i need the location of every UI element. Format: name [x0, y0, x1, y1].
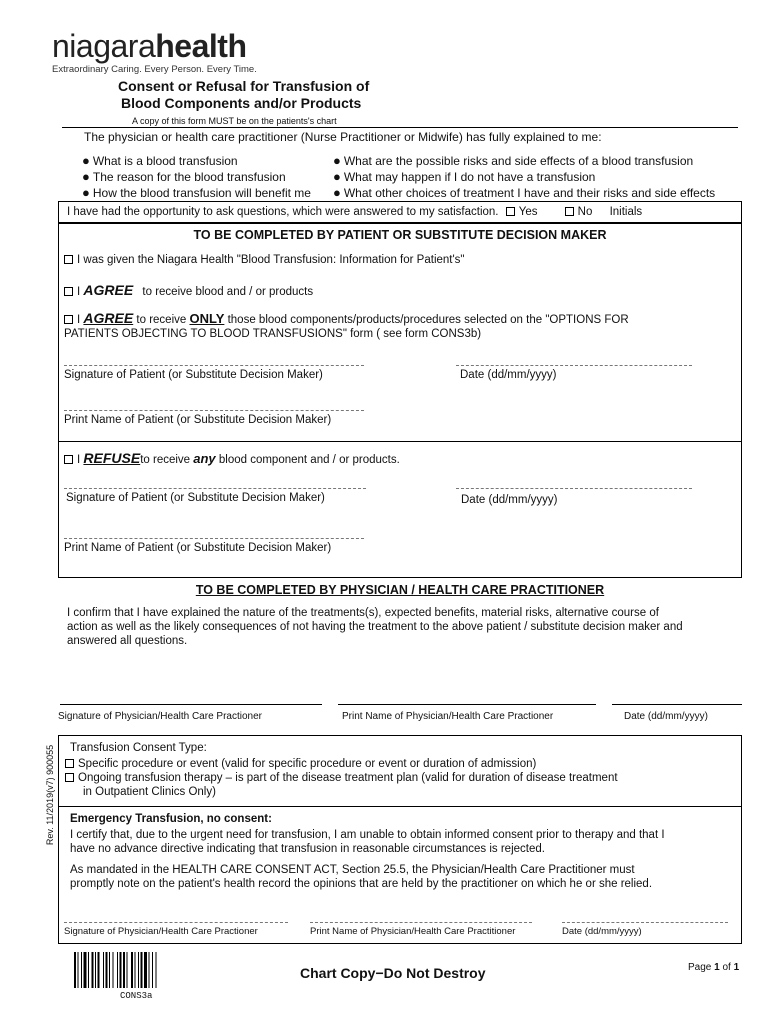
- tagline: Extraordinary Caring. Every Person. Every Time.: [52, 64, 257, 75]
- emergency-heading: Emergency Transfusion, no consent:: [70, 813, 272, 825]
- bullet-icon: ●: [82, 185, 90, 200]
- list-item: ● What other choices of treatment I have and their risks and side effects: [333, 185, 716, 200]
- practitioner-print-label: Print Name of Physician/Health Care Practioner: [342, 711, 554, 722]
- emergency-text: I certify that, due to the urgent need for transfusion, I am unable to obtain informed consent prior to therapy and that I have no advance directive indicating that transfusion in reasonable circumstances is rejected.: [70, 829, 665, 855]
- bullets-left: [82, 153, 311, 201]
- barcode-code: CONS3a: [120, 991, 153, 1001]
- list-item: ● What is a blood transfusion: [82, 153, 238, 168]
- agree-only-checkbox[interactable]: [64, 315, 73, 324]
- print-name-label: Print Name of Patient (or Substitute Decision Maker): [64, 542, 332, 554]
- divider: [58, 806, 742, 807]
- bullets-right: [333, 153, 715, 201]
- divider: [58, 441, 742, 442]
- niagara-health-logo: niagarahealth: [52, 28, 247, 64]
- intro-text: The physician or health care practitioner (Nurse Practitioner or Midwife) has fully explained to me:: [84, 130, 602, 144]
- date-label: Date (dd/mm/yyyy): [460, 369, 557, 381]
- emergency-mandate: As mandated in the HEALTH CARE CONSENT ACT, Section 25.5, the Physician/Health Care Practitioner must promptly note on the patient's health record the opinions that are held by the practitioner on which he or she relied.: [70, 864, 653, 890]
- questions-text: I have had the opportunity to ask questions, which were answered to my satisfaction. Yes No Initials: [67, 206, 643, 218]
- practitioner-signature-line[interactable]: [64, 922, 288, 923]
- copy-note: A copy of this form MUST be on the patients's chart: [132, 116, 337, 126]
- practitioner-print-line[interactable]: [338, 704, 596, 705]
- ongoing-therapy-checkbox[interactable]: [65, 773, 74, 782]
- print-name-label: Print Name of Patient (or Substitute Decision Maker): [64, 414, 332, 426]
- practitioner-confirmation: I confirm that I have explained the nature of the treatments(s), expected benefits, material risks, alternative course of action as well as the likely consequences of not having the treatment to the above patient / substitute decision maker and answered all questions.: [67, 607, 683, 647]
- date-line[interactable]: [456, 488, 692, 489]
- received-info: I was given the Niagara Health "Blood Transfusion: Information for Patient's": [64, 254, 465, 266]
- date-line[interactable]: [612, 704, 742, 705]
- date-line[interactable]: [456, 365, 692, 366]
- barcode: [74, 952, 198, 988]
- practitioner-signature-label: Signature of Physician/Health Care Practioner: [64, 926, 258, 937]
- date-line[interactable]: [562, 922, 728, 923]
- bullet-icon: ●: [333, 169, 341, 184]
- form-title: Consent or Refusal for Transfusion of Blood Components and/or Products: [118, 78, 370, 111]
- bullet-icon: ●: [333, 153, 341, 168]
- consent-type-heading: Transfusion Consent Type:: [70, 742, 207, 754]
- no-checkbox[interactable]: [565, 207, 574, 216]
- specific-procedure-checkbox[interactable]: [65, 759, 74, 768]
- patient-signature-line[interactable]: [64, 365, 364, 366]
- agree-option: I AGREE to receive blood and / or products: [64, 282, 313, 298]
- date-label: Date (dd/mm/yyyy): [461, 494, 558, 506]
- bullet-icon: ●: [82, 153, 90, 168]
- received-info-checkbox[interactable]: [64, 255, 73, 264]
- page-number: Page 1 of 1: [688, 962, 740, 973]
- refuse-option: I REFUSEto receive any blood component and / or products.: [64, 450, 400, 466]
- date-label: Date (dd/mm/yyyy): [562, 926, 642, 937]
- print-name-line[interactable]: [64, 410, 364, 411]
- revision-label: Rev. 11/2019(v7) 900055: [45, 744, 55, 846]
- list-item: ● What may happen if I do not have a transfusion: [333, 169, 596, 184]
- patient-section: [58, 223, 742, 578]
- agree-only-option: I AGREE to receive ONLY those blood components/products/procedures selected on the "OPTIONS FOR PATIENTS OBJECTING TO BLOOD TRANSFUSIONS" form ( see form CONS3b): [64, 310, 629, 340]
- refuse-checkbox[interactable]: [64, 455, 73, 464]
- patient-signature-label: Signature of Patient (or Substitute Decision Maker): [66, 492, 325, 504]
- list-item: ● What are the possible risks and side effects of a blood transfusion: [333, 153, 694, 168]
- practitioner-print-label: Print Name of Physician/Health Care Practitioner: [310, 926, 516, 937]
- chart-copy-label: Chart Copy−Do Not Destroy: [300, 965, 486, 981]
- patient-section-heading: TO BE COMPLETED BY PATIENT OR SUBSTITUTE DECISION MAKER: [193, 228, 607, 242]
- agree-checkbox[interactable]: [64, 287, 73, 296]
- bullet-icon: ●: [333, 185, 341, 200]
- print-name-line[interactable]: [64, 538, 364, 539]
- list-item: ● The reason for the blood transfusion: [82, 169, 286, 184]
- practitioner-section-heading: TO BE COMPLETED BY PHYSICIAN / HEALTH CARE PRACTITIONER: [195, 583, 605, 597]
- bullet-icon: ●: [82, 169, 90, 184]
- practitioner-print-line[interactable]: [310, 922, 532, 923]
- yes-checkbox[interactable]: [506, 207, 515, 216]
- list-item: ● How the blood transfusion will benefit me: [82, 185, 311, 200]
- date-label: Date (dd/mm/yyyy): [624, 711, 708, 722]
- practitioner-signature-label: Signature of Physician/Health Care Practioner: [58, 711, 262, 722]
- practitioner-signature-line[interactable]: [60, 704, 322, 705]
- patient-signature-line[interactable]: [64, 488, 366, 489]
- consent-type-options: Specific procedure or event (valid for specific procedure or event or duration of admission) Ongoing transfusion therapy – is part of the disease treatment plan (valid for duration of disease treatment in Outpatient Clinics Only): [65, 757, 618, 799]
- divider: [62, 127, 738, 128]
- patient-signature-label: Signature of Patient (or Substitute Decision Maker): [64, 369, 323, 381]
- initials-label: Initials: [609, 206, 643, 218]
